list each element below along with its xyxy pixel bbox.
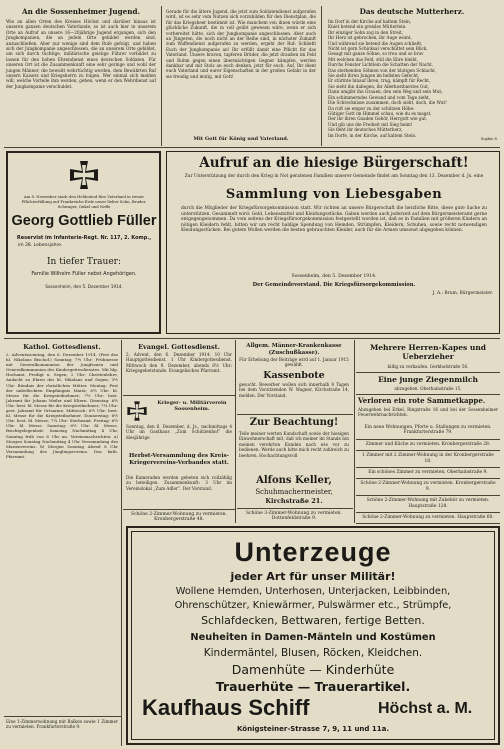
apartment-ad-1: Schöne 2-Zimmer-Wohnung zu vermieten. Kronbergerstraße 48.	[131, 512, 227, 523]
veterans-club-body: Sonntag, den 6. Dezember, d. Js., nachmittags 4 Uhr im Gasthaus „Zum Schützenhof“ die diesjährige	[126, 424, 232, 440]
poem-line: Ihr Herz ist gebrochen, ihr Auge weint,	[328, 35, 412, 41]
poem-line: Sie fleht ihr deutsches Mütterherz,	[328, 127, 403, 133]
poem-line: Das sterbenden Söhnen von der blutigen Schlacht,	[328, 67, 437, 73]
poem-line: Im Dorf in der Kirche auf kaltem Stein,	[328, 19, 412, 24]
shoemaker-name: Alfons Keller,	[256, 475, 332, 486]
poem-line: Mit welchen das Feld, still die Ehre bleibt,	[328, 56, 419, 62]
ad-line-2: Ohrenschützer, Kniewärmer, Pulswärmer etc., Strümpfe,	[174, 600, 452, 611]
appeal-body: durch die Mitglieder der Kriegsfürsorgekommission statt. Wir richten an unsere Bürgerschaft die herzliche Bitte, diese gute Sache zu unterstützen. Gesammelt wird: Geld, Lebensmittel und Kleidungsstücke. Gaben werden auch jederzeit auf dem Bürgermeisteramt gerne entgegengenommen. Da vom seitens der Kriegsfürsorgekommission festgestellt worden ist, daß es in Familien mit größeren Kindern an nötigen Kleidern fehlt, bitten wir um recht baldige Spendung von Hemden, Strümpfen, Kleidern, Schuhen, sowie recht notwendigen Kleidungsstücken. Bei gutem Wollen werden die besten gebrauchten Kleider, auch für die Armen umsonst abgegeben können.	[181, 206, 487, 233]
messenger-heading: Kassenbote	[263, 370, 325, 381]
classified-ad: Ein schönes Zimmer zu vermieten. Oberhainstraße 9.	[356, 468, 500, 479]
youth-appeal-body: Wie an allen Orten des Kreises Höchst und darüber hinaus ist unseren ganzen deutschen Vaterlande, so ist auch hier in unserem Orte an Aufruf an unsere 16—20jährige Jugend ergangen, sich den Jungkompanien, die an jedem Orte gebildet werden sind, anzuschließen. Aber nur wenige sind dem Rufe gefolgt, und haben sich der Jungkompanie angeschlossen, die an unserem Orte gebildet, um sich durch tüchtige, militärische geistige Führer vorbildet zu lassen für den hohen Ehrendienst eines deutschen Soldaten. Für unseren Ort ist die Zusammenkunft eine sehr geringe und wohl der jungen Männer, die bewußt wehrtüchtig werden, dem Bewährten Ruf unsern Kaisers und Kriegsherrn zu folgen. Wer einmal sich melden will, welche Vorteile ihm werden, gehen, wenn er den Wehrdienst auf der Jungkompanie verschuldet.	[6, 19, 156, 89]
goat-ad-title: Eine junge Ziegenmilch	[378, 375, 478, 384]
lost-item-title: Verloren ein rote Sammetkappe.	[358, 396, 486, 405]
poem-line: Gesagt mit ganze Söhne, so treu und so brav	[328, 51, 424, 57]
poem-line: Kniet betend ein greisles Mütterlein.	[328, 24, 407, 30]
poem-body	[328, 19, 498, 138]
youth-appeal-continued: Gerade für die ältere Jugend, die jetzt zum Soldatendienst aufgerufen wird, ist es sehr vom Nutzen sich vorzubilden für den Dienstplan, die für das Kriegsheer bestimmt ist. Wie manchem von ihnen würde eine glückliche Zukunft, die in voll geübt gewesen wäre, wenn er sich vorbereitet hätte, sich der Jungkompanie angeschlossen. Aber auch an Jüngeren, die noch nicht an der Reihe sind, in nächster Zukunft zum Waffendienst aufgerufen zu werden, ergeht der Ruf: Schließt Euch der Jungkompanie an! Ihr erfüllt damit eine Pflicht für das Vaterland. Unsere braven, tapferen Brüder, die jetzt draußen im Feld und Ruhm gegen einen übermächtigen Gegner kämpfen, werden dankbar und mit Stolz an euch denken, jetzt für euch. Auf, Ihr dient euch Vaterland und eurer Eigenschaften in der großen Gefahr in der sie freudig und mutig, mit Gott!	[166, 9, 316, 79]
appeal-signer: Der Gemeindevorstand. Die Kriegsfürsorgekommission.	[252, 282, 416, 288]
protestant-service-title: Evangel. Gottesdienst.	[138, 343, 220, 351]
right-column-ads	[356, 423, 500, 524]
lost-item-body: Abzugeben bei Erkel, Ringstraße 16 und bei der Sossenheimer Feuerwehrnachrichten.	[358, 407, 498, 418]
ad-headline: Unterzeuge	[234, 537, 392, 567]
health-fund-body: Für Erhebung der Beiträge wird auf 1. Januar 1915 gewählt.	[239, 357, 349, 368]
poem-line: Und während sie betend die Augen schließt,	[328, 40, 423, 46]
poem-line: Dann umgibt ihn Grauen, den sein Weg und sein Mut;	[328, 89, 443, 95]
apartment-ad-bottom: Eine 1-Zimmerwohnung mit Balkon sowie 1 Zimmer zu vermieten. Frankfurterstraße 9.	[6, 719, 118, 730]
poem-line: Der ihr ihren Gnaden Gehör, Herrgott wie gut,	[328, 116, 428, 122]
veterans-club-title: Krieger- u. Militärverein Sossenheim.	[157, 400, 227, 412]
poem-title: Das deutsche Mutterherz.	[359, 7, 465, 16]
health-fund-title: Allgem. Männer-Krankenkasse (Zuschußkasse).	[246, 343, 342, 356]
mourning-line: In tiefer Trauer:	[47, 257, 121, 267]
appeal-mayor: J. A.: Brum, Bürgermeister.	[432, 291, 493, 296]
notice-heading: Zur Beachtung!	[249, 417, 339, 428]
shop-name: Kaufhaus Schiff	[142, 695, 310, 720]
apartment-ad-2: Schöne 3-Zimmer-Wohnung zu vermieten. Dottenfeldstraße 9.	[246, 511, 342, 522]
protestant-service-body: 2. Advent, den 6. Dezember 1914. 10 Uhr Hauptgottesdienst. 1 Uhr Kindergottesdienst. Mittwoch den 9. Dezember, abends 8½ Uhr: Kriegsgebetstunde. Evangelisches Pfarramt.	[126, 352, 232, 374]
appeal-title: Aufruf an die hiesige Bürgerschaft!	[199, 155, 469, 171]
death-intro: Am 8. November starb den Heldentod fürs Vaterland in treuer Pflichterfüllung auf Frankreichs Erde unser lieber Sohn, Bruder, Schwager, Onkel und Neffe	[21, 194, 147, 209]
ad-line-5: Kindermäntel, Blusen, Röcken, Kleidchen.	[203, 647, 423, 659]
coats-ad-title: Mehrere Herren-Kapes und Ueberzieher	[369, 343, 487, 361]
death-notice	[6, 151, 161, 334]
classified-ad: Zimmer und Küche zu vermieten. Kronbergerstraße 28.	[356, 440, 500, 451]
appeal-headline: Sammlung von Liebesgaben	[225, 187, 443, 202]
appeal-date: Sossenheim, den 5. Dezember 1914.	[291, 274, 377, 279]
ad-line-6: Damenhüte — Kinderhüte	[231, 662, 395, 677]
fallen-soldier-name: Georg Gottlieb Füller	[11, 213, 157, 229]
poem-line: Sie sieht ihn daliegen, ihr Allerkostbarstes Gut,	[328, 83, 430, 89]
youth-appeal-signature: Mit Gott für König und Vaterland.	[193, 136, 289, 142]
poem-line: Und gib uns die Freiheit mit Sieg heim!	[328, 121, 413, 127]
goat-ad-sub: abzugeben. Oberhainstraße 15.	[394, 386, 462, 391]
coats-ad-sub: billig zu verkaufen. Gerkhofstraße 56.	[387, 364, 469, 369]
classified-ad: Ein neue Wohnungen, Pforte u. Stallungen zu vermieten. Frankfurterstraße 79.	[356, 423, 500, 440]
notice-body: Teile meiner werten Kundschaft sowie der hiesigen Einwohnerschaft mit, daß ich meiner im Stande bin meinen verehrten Kunden nach wie vor zu bedienen. Werde auch bitte mich recht zahlreich zu beehren. Hochachtungsvoll	[239, 431, 349, 458]
classified-ad: 1 Zimmer mit 2 Zimmer-Wohnung in der Kronbergerstraße 18.	[356, 451, 500, 468]
poem-line: Er stürmte hinauf ihren, trug, kämpft für Recht,	[328, 78, 431, 84]
death-date: Sossenheim, den 5. Dezember 1914.	[45, 284, 123, 289]
poem-line: Die Schrecknisse zusammen, doch sieht, doch, die Wut!	[328, 100, 447, 106]
classified-ad: Schöne 2-Zimmer-Wohnung zu vermieten. Hauptstraße 60.	[356, 513, 500, 524]
shoemaker-trade: Schuhmachermeister,	[255, 488, 333, 496]
ad-line-1: Wollene Hemden, Unterhosen, Unterjacken, Leibbinden,	[175, 586, 451, 597]
iron-cross-icon	[126, 400, 148, 422]
poem-line: Sie sieht ihren Jungen im hellsten Gefecht,	[328, 73, 420, 79]
soldier-age: im 28. Lebensjahre.	[18, 243, 63, 248]
poem-line: Durchs Fenster Lichtlein die Schatten der Nacht,	[328, 62, 433, 68]
autumn-meeting-body: Die Kameraden werden gebeten sich vollzählig zu beteiligen. Zusammenkunft: 3 Uhr im Vereinslokal „Zum Adler“. Der Vorstand.	[126, 475, 232, 491]
kaufhaus-schiff-ad	[126, 526, 500, 745]
shop-address: Königsteiner-Strasse 7, 9, 11 und 11a.	[237, 725, 389, 733]
youth-appeal-title: An die Sossenheimer Jugend.	[22, 7, 140, 16]
poem-line: Gütiger Gott im Himmel schau, wie du es magst,	[328, 110, 432, 116]
poem-line: Im Dorfe, in der Kirche, auf kaltem Stein.	[328, 132, 417, 138]
soldier-rank: Reservist im Infanterie-Regt. Nr. 117, 2. Komp.,	[16, 235, 152, 241]
ad-line-4: Neuheiten in Damen-Mänteln und Kostümen	[190, 632, 436, 643]
classified-ad: Schöne 2-Zimmer-Wohnung mit Zubehör zu vermieten. Hauptstraße 128.	[356, 496, 500, 513]
poem-line: Da ruft sie empor zu der schützen Höhe:	[328, 105, 415, 111]
messenger-body: gesucht. Bewerber wollen sich innerhalb 8 Tagen bei dem Vorsitzenden W. Wagner, Kirchstraße 14, melden. Der Vorstand.	[239, 382, 349, 398]
autumn-meeting-title: Herbst-Versammlung des Kreis-Kriegervereins-Verbandes statt.	[129, 453, 229, 466]
catholic-service-title: Kathol. Gottesdienst.	[23, 343, 101, 351]
mourning-family: Familie Wilhelm Füller nebst Angehörigen.	[31, 271, 137, 277]
ad-line-7: Trauerhüte — Trauerartikel.	[215, 679, 411, 694]
catholic-service-body: 2. Adventssonntag, den 6. Dezember 1914. (Fest des hl. Nikolaus Bischof.) Sonntag: 7½ Uhr: Frühmesse mit Generalkommunion der Jungfrauen und Generalkommunion des Kindergottesdienstes. Mit hlg. Hochamt, Predigt u. Segen; 2 Uhr: Christenlehre, Andacht zu Ehren des hl. Nikolaus und Segen; 3½ Uhr: Bündnis der christlichen Mütter. Montag: Fest der unbefleckten Empfängnis Mariä; 6½ Uhr: hl. Messe für die Kriegsteilnehmer; 7½ Uhr: best. Jahramt für Johann Weiler und Eltern. Dienstag: 6½ Uhr: best. hl. Messe für die Kriegsteilnehmer; 7¼ Uhr: gest. Jahramt für Ortsarme. Mittwoch: 6½ Uhr: best. hl. Messe für die Kriegsteilnehmer. Donnerstag: 6½ Uhr: best. hl. Messe; 7¼ Uhr: Sterbeamt. Freitag: 6½ Uhr: hl. Messe. Samstag: 6½ Uhr: hl. Messe. Beichtgelegenheit: Samstag Nachmittag 4 Uhr, Sonntag früh von 6 Uhr an. Vereinsnachrichten: a) Morgen Sonntag Nachmittag 4 Uhr Versammlung des Marienvereins. b) Morgen Sonntag Abend 8 Uhr Versammlung des Jünglingsvereins. Das kath. Pfarramt.	[6, 352, 118, 459]
ad-subheadline: jeder Art für unser Militär!	[230, 570, 396, 583]
shoemaker-address: Kirchstraße 21.	[265, 497, 323, 505]
poem-line: Ein schimmerndes Gewand und vom Tage zieht,	[328, 94, 431, 100]
poem-line: Nicht ist gern Schicksal verschüttet sein Blick,	[328, 46, 428, 52]
iron-cross-icon	[68, 159, 100, 191]
appeal-intro: Zur Unterstützung der durch den Krieg in Not geratenen Familien unserer Gemeinde findet am Sonntag den 13. Dezember d. Js. eine	[184, 174, 484, 179]
ad-line-3: Schlafdecken, Bettwaren, fertige Betten.	[201, 614, 425, 627]
shop-city: Höchst a. M.	[378, 700, 473, 717]
appeal-box	[166, 151, 500, 334]
classified-ad: Schöne 2-Zimmer-Wohnung zu vermieten. Kronbergerstraße 9.	[356, 479, 500, 496]
poem-author: Sophie S.	[480, 137, 498, 141]
poem-line: Ihr einziger Sohn zog in den Streit,	[328, 29, 404, 35]
